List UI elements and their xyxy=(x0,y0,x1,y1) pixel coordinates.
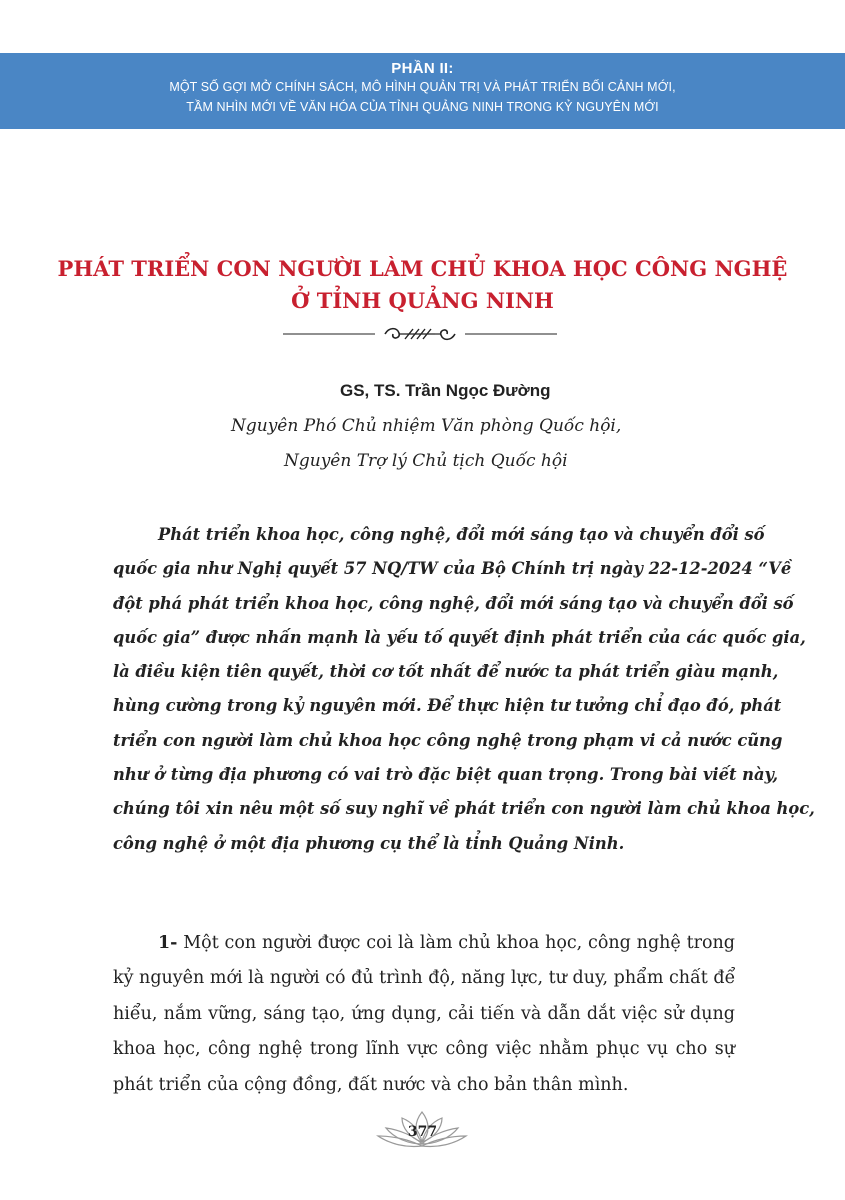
section-number: 1- xyxy=(158,933,178,953)
body-line: kỷ nguyên mới là người có đủ trình độ, năng lực, tư duy, phẩm chất để xyxy=(113,968,736,989)
part-subtitle-line1: MỘT SỐ GỢI MỞ CHÍNH SÁCH, MÔ HÌNH QUẢN TRỊ VÀ PHÁT TRIỂN BỐI CẢNH MỚI, xyxy=(169,80,676,94)
abstract-line: như ở từng địa phương có vai trò đặc biệt quan trọng. Trong bài viết này, xyxy=(113,765,779,785)
abstract-line: đột phá phát triển khoa học, công nghệ, đổi mới sáng tạo và chuyển đổi số xyxy=(113,593,794,613)
abstract-line: là điều kiện tiên quyết, thời cơ tốt nhất để nước ta phát triển giàu mạnh, xyxy=(113,662,779,682)
author-role-2: Nguyên Trợ lý Chủ tịch Quốc hội xyxy=(284,451,568,471)
abstract-line: công nghệ ở một địa phương cụ thể là tỉnh Quảng Ninh. xyxy=(113,833,625,853)
abstract-line: hùng cường trong kỷ nguyên mới. Để thực hiện tư tưởng chỉ đạo đó, phát xyxy=(113,696,782,716)
part-label: PHẦN II: xyxy=(391,60,454,77)
body-line: khoa học, công nghệ trong lĩnh vực công việc nhằm phục vụ cho sự xyxy=(113,1039,735,1060)
article-title-line2: Ở TỈNH QUẢNG NINH xyxy=(291,288,554,313)
body-line: hiểu, nắm vững, sáng tạo, ứng dụng, cải tiến và dẫn dắt việc sử dụng xyxy=(113,1003,735,1024)
abstract-line: triển con người làm chủ khoa học công nghệ trong phạm vi cả nước cũng xyxy=(113,730,783,750)
part-subtitle-line2: TẦM NHÌN MỚI VỀ VĂN HÓA CỦA TỈNH QUẢNG NINH TRONG KỶ NGUYÊN MỚI xyxy=(186,100,659,114)
page-number: 377 xyxy=(407,1124,438,1140)
abstract-line: chúng tôi xin nêu một số suy nghĩ về phát triển con người làm chủ khoa học, xyxy=(113,799,815,819)
abstract-line: Phát triển khoa học, công nghệ, đổi mới sáng tạo và chuyển đổi số xyxy=(158,525,765,544)
section-header-banner xyxy=(0,53,845,129)
body-paragraph-1 xyxy=(113,926,735,1103)
body-first-line-text: Một con người được coi là làm chủ khoa học, công nghệ trong xyxy=(177,933,735,953)
author-name: GS, TS. Trần Ngọc Đường xyxy=(340,381,551,400)
article-title-line1: PHÁT TRIỂN CON NGƯỜI LÀM CHỦ KHOA HỌC CÔNG NGHỆ xyxy=(57,256,788,281)
body-first-line xyxy=(113,926,735,961)
abstract-line: quốc gia như Nghị quyết 57 NQ/TW của Bộ Chính trị ngày 22-12-2024 “Về xyxy=(113,559,792,579)
abstract-paragraph xyxy=(113,518,815,861)
title-divider-ornament xyxy=(283,323,557,345)
abstract-line: quốc gia” được nhấn mạnh là yếu tố quyết định phát triển của các quốc gia, xyxy=(113,627,806,647)
author-role-1: Nguyên Phó Chủ nhiệm Văn phòng Quốc hội, xyxy=(231,416,622,436)
body-line: phát triển của cộng đồng, đất nước và cho bản thân mình. xyxy=(113,1074,629,1095)
